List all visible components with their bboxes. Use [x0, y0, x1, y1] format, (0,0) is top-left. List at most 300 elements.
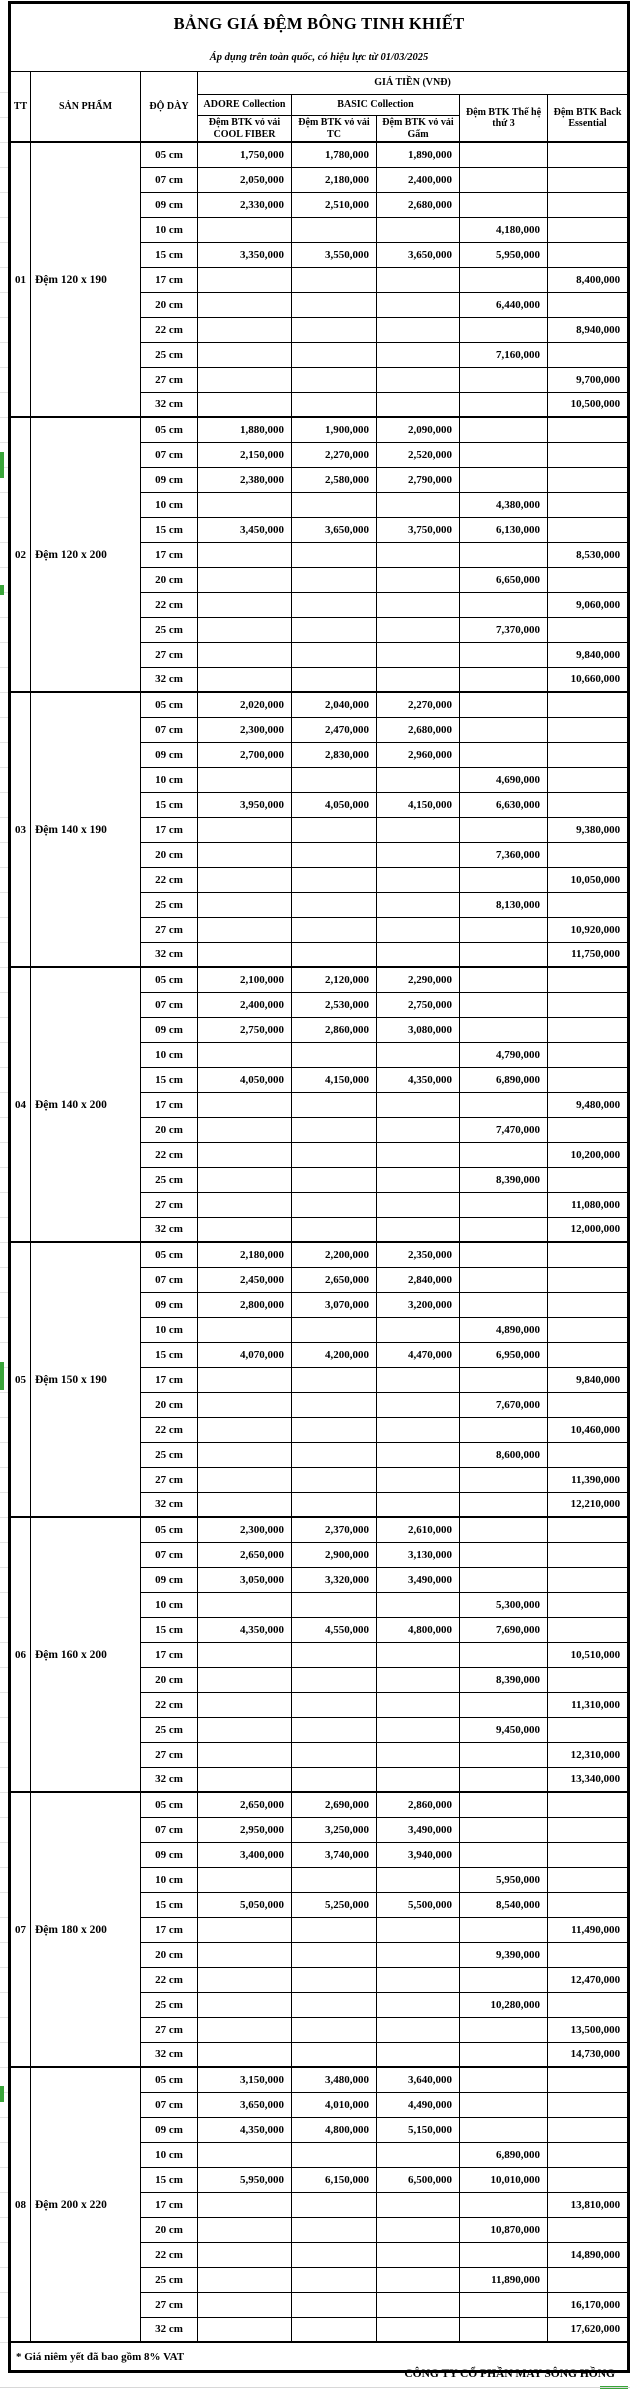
- price-cell-gen3: 5,950,000: [460, 1867, 548, 1892]
- price-cell-tc: [292, 917, 377, 942]
- price-cell-gen3: 9,390,000: [460, 1942, 548, 1967]
- thickness-cell: 15 cm: [141, 2167, 198, 2192]
- price-cell-cool-fiber: [198, 667, 292, 692]
- price-cell-back-essential: 13,500,000: [548, 2017, 629, 2042]
- price-cell-cool-fiber: 2,150,000: [198, 442, 292, 467]
- price-cell-gen3: 10,010,000: [460, 2167, 548, 2192]
- price-cell-tc: [292, 2192, 377, 2217]
- thickness-cell: 20 cm: [141, 1117, 198, 1142]
- thickness-cell: 17 cm: [141, 267, 198, 292]
- column-header-basic-collection: BASIC Collection: [292, 95, 460, 116]
- price-cell-gen3: [460, 992, 548, 1017]
- price-cell-gen3: [460, 692, 548, 717]
- thickness-cell: 15 cm: [141, 792, 198, 817]
- price-cell-gam: [377, 1142, 460, 1167]
- price-cell-gam: [377, 1367, 460, 1392]
- price-cell-gam: 6,500,000: [377, 2167, 460, 2192]
- price-cell-cool-fiber: 3,400,000: [198, 1842, 292, 1867]
- price-cell-gam: [377, 1192, 460, 1217]
- price-cell-gam: [377, 1917, 460, 1942]
- thickness-cell: 09 cm: [141, 1567, 198, 1592]
- thickness-cell: 22 cm: [141, 1692, 198, 1717]
- price-cell-tc: [292, 492, 377, 517]
- tt-cell: 01: [10, 142, 31, 417]
- price-cell-tc: [292, 1867, 377, 1892]
- table-row: [10, 2067, 629, 2092]
- price-cell-cool-fiber: 2,700,000: [198, 742, 292, 767]
- thickness-cell: 20 cm: [141, 567, 198, 592]
- price-cell-cool-fiber: [198, 1967, 292, 1992]
- price-cell-back-essential: [548, 1892, 629, 1917]
- price-cell-gam: [377, 542, 460, 567]
- price-cell-gen3: [460, 192, 548, 217]
- price-cell-back-essential: [548, 992, 629, 1017]
- price-cell-gam: [377, 642, 460, 667]
- price-cell-cool-fiber: [198, 1917, 292, 1942]
- thickness-cell: 17 cm: [141, 1367, 198, 1392]
- thickness-cell: 27 cm: [141, 2292, 198, 2317]
- page-subtitle: Áp dụng trên toàn quốc, có hiệu lực từ 01/03/2025: [10, 44, 629, 72]
- price-cell-cool-fiber: [198, 1442, 292, 1467]
- price-cell-cool-fiber: [198, 2042, 292, 2067]
- price-cell-back-essential: 10,660,000: [548, 667, 629, 692]
- tt-cell: 05: [10, 1242, 31, 1517]
- thickness-cell: 17 cm: [141, 1092, 198, 1117]
- price-cell-back-essential: 11,390,000: [548, 1467, 629, 1492]
- thickness-cell: 17 cm: [141, 1917, 198, 1942]
- thickness-cell: 05 cm: [141, 1517, 198, 1542]
- price-cell-back-essential: [548, 1817, 629, 1842]
- price-cell-back-essential: [548, 1867, 629, 1892]
- thickness-cell: 10 cm: [141, 217, 198, 242]
- price-cell-cool-fiber: [198, 2317, 292, 2342]
- price-cell-cool-fiber: [198, 642, 292, 667]
- price-cell-gam: [377, 1692, 460, 1717]
- price-cell-cool-fiber: [198, 1417, 292, 1442]
- price-cell-cool-fiber: [198, 617, 292, 642]
- price-cell-gam: [377, 1492, 460, 1517]
- price-cell-gen3: [460, 592, 548, 617]
- thickness-cell: 27 cm: [141, 917, 198, 942]
- price-cell-tc: [292, 1667, 377, 1692]
- price-cell-gam: [377, 1742, 460, 1767]
- thickness-cell: 32 cm: [141, 392, 198, 417]
- price-cell-cool-fiber: [198, 392, 292, 417]
- price-cell-tc: [292, 217, 377, 242]
- price-cell-back-essential: 17,620,000: [548, 2317, 629, 2342]
- price-cell-gam: 2,790,000: [377, 467, 460, 492]
- price-cell-gen3: 4,890,000: [460, 1317, 548, 1342]
- price-cell-gen3: [460, 1092, 548, 1117]
- price-cell-tc: 2,650,000: [292, 1267, 377, 1292]
- price-cell-gen3: [460, 1017, 548, 1042]
- thickness-cell: 09 cm: [141, 742, 198, 767]
- price-cell-cool-fiber: [198, 1767, 292, 1792]
- price-cell-cool-fiber: 2,800,000: [198, 1292, 292, 1317]
- price-cell-back-essential: [548, 1342, 629, 1367]
- price-cell-gam: 3,940,000: [377, 1842, 460, 1867]
- price-cell-cool-fiber: 2,050,000: [198, 167, 292, 192]
- price-cell-gen3: 8,540,000: [460, 1892, 548, 1917]
- price-cell-tc: 2,830,000: [292, 742, 377, 767]
- price-cell-gam: 3,080,000: [377, 1017, 460, 1042]
- price-cell-cool-fiber: 4,350,000: [198, 2117, 292, 2142]
- price-cell-tc: 4,050,000: [292, 792, 377, 817]
- price-cell-cool-fiber: [198, 1142, 292, 1167]
- price-cell-gam: 2,960,000: [377, 742, 460, 767]
- price-cell-cool-fiber: 4,350,000: [198, 1617, 292, 1642]
- price-cell-back-essential: 12,210,000: [548, 1492, 629, 1517]
- column-header-product: SẢN PHẨM: [31, 72, 141, 143]
- price-cell-tc: [292, 1092, 377, 1117]
- price-cell-back-essential: 9,840,000: [548, 1367, 629, 1392]
- price-cell-tc: 2,180,000: [292, 167, 377, 192]
- thickness-cell: 17 cm: [141, 2192, 198, 2217]
- thickness-cell: 25 cm: [141, 342, 198, 367]
- price-cell-gen3: 5,950,000: [460, 242, 548, 267]
- price-cell-gam: [377, 1092, 460, 1117]
- price-cell-gen3: [460, 642, 548, 667]
- price-cell-cool-fiber: [198, 342, 292, 367]
- price-cell-back-essential: [548, 2267, 629, 2292]
- price-cell-gen3: [460, 442, 548, 467]
- price-cell-tc: [292, 1367, 377, 1392]
- price-cell-tc: 3,250,000: [292, 1817, 377, 1842]
- thickness-cell: 05 cm: [141, 417, 198, 442]
- column-header-thickness: ĐỘ DÀY: [141, 72, 198, 143]
- thickness-cell: 27 cm: [141, 1192, 198, 1217]
- price-cell-back-essential: [548, 1317, 629, 1342]
- price-cell-gen3: [460, 2092, 548, 2117]
- table-row: [10, 417, 629, 442]
- price-cell-cool-fiber: [198, 2192, 292, 2217]
- price-cell-back-essential: 11,750,000: [548, 942, 629, 967]
- price-cell-back-essential: [548, 292, 629, 317]
- price-cell-back-essential: [548, 1517, 629, 1542]
- column-header-back-essential: Đệm BTK Back Essential: [548, 95, 629, 143]
- price-cell-gen3: [460, 467, 548, 492]
- price-cell-cool-fiber: 3,650,000: [198, 2092, 292, 2117]
- price-cell-gam: [377, 667, 460, 692]
- price-cell-gam: [377, 342, 460, 367]
- price-cell-cool-fiber: 2,450,000: [198, 1267, 292, 1292]
- price-cell-gam: [377, 1667, 460, 1692]
- thickness-cell: 32 cm: [141, 1217, 198, 1242]
- price-cell-tc: [292, 592, 377, 617]
- price-cell-tc: [292, 2242, 377, 2267]
- price-cell-gam: [377, 617, 460, 642]
- price-cell-gam: 3,650,000: [377, 242, 460, 267]
- price-cell-gam: [377, 317, 460, 342]
- page-title: BẢNG GIÁ ĐỆM BÔNG TINH KHIẾT: [10, 3, 629, 45]
- price-cell-tc: [292, 292, 377, 317]
- price-cell-gam: 4,150,000: [377, 792, 460, 817]
- price-cell-cool-fiber: 4,050,000: [198, 1067, 292, 1092]
- price-cell-cool-fiber: [198, 267, 292, 292]
- price-cell-tc: [292, 1642, 377, 1667]
- spreadsheet-row-gutter: [0, 68, 8, 2358]
- price-cell-back-essential: [548, 2142, 629, 2167]
- price-cell-gen3: [460, 817, 548, 842]
- thickness-cell: 25 cm: [141, 1717, 198, 1742]
- price-cell-tc: [292, 1492, 377, 1517]
- price-cell-back-essential: 8,940,000: [548, 317, 629, 342]
- price-cell-gam: 5,150,000: [377, 2117, 460, 2142]
- price-cell-back-essential: [548, 792, 629, 817]
- thickness-cell: 20 cm: [141, 842, 198, 867]
- price-cell-cool-fiber: [198, 1942, 292, 1967]
- price-cell-gen3: 7,690,000: [460, 1617, 548, 1642]
- price-cell-back-essential: [548, 467, 629, 492]
- price-cell-back-essential: [548, 517, 629, 542]
- price-cell-gen3: [460, 1217, 548, 1242]
- price-cell-gen3: [460, 1267, 548, 1292]
- price-cell-gen3: [460, 2317, 548, 2342]
- thickness-cell: 32 cm: [141, 942, 198, 967]
- product-cell: Đệm 140 x 200: [31, 967, 141, 1242]
- price-cell-gam: [377, 2217, 460, 2242]
- price-cell-back-essential: [548, 1167, 629, 1192]
- price-cell-tc: [292, 1317, 377, 1342]
- price-cell-cool-fiber: [198, 2242, 292, 2267]
- thickness-cell: 07 cm: [141, 2092, 198, 2117]
- thickness-cell: 07 cm: [141, 167, 198, 192]
- price-cell-back-essential: [548, 1242, 629, 1267]
- product-cell: Đệm 150 x 190: [31, 1242, 141, 1517]
- price-cell-tc: [292, 392, 377, 417]
- table-row: [10, 1792, 629, 1817]
- price-cell-back-essential: [548, 567, 629, 592]
- price-cell-tc: 2,530,000: [292, 992, 377, 1017]
- price-cell-cool-fiber: 3,350,000: [198, 242, 292, 267]
- thickness-cell: 05 cm: [141, 692, 198, 717]
- price-cell-tc: [292, 2017, 377, 2042]
- price-cell-gam: 1,890,000: [377, 142, 460, 167]
- thickness-cell: 05 cm: [141, 1242, 198, 1267]
- price-cell-back-essential: 16,170,000: [548, 2292, 629, 2317]
- price-cell-gen3: [460, 667, 548, 692]
- price-cell-gen3: [460, 167, 548, 192]
- price-cell-cool-fiber: [198, 292, 292, 317]
- price-cell-back-essential: 9,840,000: [548, 642, 629, 667]
- price-cell-gam: [377, 1992, 460, 2017]
- price-cell-back-essential: [548, 142, 629, 167]
- price-cell-back-essential: [548, 1292, 629, 1317]
- gridline-divider: [0, 2387, 630, 2388]
- tt-cell: 04: [10, 967, 31, 1242]
- price-cell-tc: [292, 1992, 377, 2017]
- thickness-cell: 32 cm: [141, 1492, 198, 1517]
- price-cell-gen3: 10,280,000: [460, 1992, 548, 2017]
- thickness-cell: 09 cm: [141, 1292, 198, 1317]
- price-cell-back-essential: 10,460,000: [548, 1417, 629, 1442]
- thickness-cell: 25 cm: [141, 617, 198, 642]
- thickness-cell: 17 cm: [141, 542, 198, 567]
- price-cell-gen3: 6,890,000: [460, 2142, 548, 2167]
- price-cell-tc: [292, 617, 377, 642]
- thickness-cell: 07 cm: [141, 1267, 198, 1292]
- product-cell: Đệm 200 x 220: [31, 2067, 141, 2342]
- thickness-cell: 17 cm: [141, 1642, 198, 1667]
- price-cell-tc: [292, 2217, 377, 2242]
- price-cell-back-essential: [548, 742, 629, 767]
- price-cell-gen3: [460, 2292, 548, 2317]
- price-cell-cool-fiber: [198, 892, 292, 917]
- price-cell-tc: [292, 1142, 377, 1167]
- excel-selection-marker: [0, 452, 4, 478]
- price-cell-gen3: [460, 2192, 548, 2217]
- price-cell-cool-fiber: [198, 1092, 292, 1117]
- thickness-cell: 09 cm: [141, 2117, 198, 2142]
- price-cell-back-essential: [548, 1717, 629, 1742]
- price-cell-gen3: 6,440,000: [460, 292, 548, 317]
- price-cell-tc: [292, 1442, 377, 1467]
- price-cell-back-essential: 9,060,000: [548, 592, 629, 617]
- price-cell-cool-fiber: [198, 567, 292, 592]
- thickness-cell: 07 cm: [141, 1542, 198, 1567]
- price-cell-gam: [377, 1117, 460, 1142]
- column-header-tc: Đệm BTK vỏ vải TC: [292, 116, 377, 143]
- price-cell-tc: [292, 2142, 377, 2167]
- column-header-cool-fiber: Đệm BTK vỏ vải COOL FIBER: [198, 116, 292, 143]
- thickness-cell: 10 cm: [141, 1317, 198, 1342]
- price-cell-back-essential: 11,080,000: [548, 1192, 629, 1217]
- price-cell-gam: [377, 1592, 460, 1617]
- excel-selection-marker: [0, 585, 4, 595]
- price-cell-back-essential: [548, 1267, 629, 1292]
- price-cell-tc: 2,900,000: [292, 1542, 377, 1567]
- price-cell-back-essential: [548, 1117, 629, 1142]
- price-cell-gam: [377, 2017, 460, 2042]
- tt-cell: 07: [10, 1792, 31, 2067]
- thickness-cell: 22 cm: [141, 1967, 198, 1992]
- thickness-cell: 25 cm: [141, 1992, 198, 2017]
- price-cell-back-essential: 10,200,000: [548, 1142, 629, 1167]
- price-cell-back-essential: [548, 492, 629, 517]
- price-cell-back-essential: 11,490,000: [548, 1917, 629, 1942]
- price-cell-gen3: 10,870,000: [460, 2217, 548, 2242]
- price-cell-tc: [292, 1942, 377, 1967]
- price-cell-gen3: 8,390,000: [460, 1667, 548, 1692]
- price-cell-tc: 4,010,000: [292, 2092, 377, 2117]
- price-cell-back-essential: [548, 2117, 629, 2142]
- price-cell-back-essential: [548, 1842, 629, 1867]
- price-cell-gen3: 8,390,000: [460, 1167, 548, 1192]
- price-cell-gam: 4,350,000: [377, 1067, 460, 1092]
- price-cell-back-essential: [548, 692, 629, 717]
- price-cell-gam: 2,400,000: [377, 167, 460, 192]
- price-cell-tc: [292, 1167, 377, 1192]
- price-cell-tc: [292, 642, 377, 667]
- price-cell-back-essential: 8,530,000: [548, 542, 629, 567]
- excel-selection-marker: [0, 2086, 4, 2102]
- price-cell-gen3: [460, 1292, 548, 1317]
- price-cell-tc: [292, 367, 377, 392]
- price-cell-gen3: [460, 2017, 548, 2042]
- price-cell-gen3: [460, 1517, 548, 1542]
- price-cell-tc: [292, 817, 377, 842]
- price-cell-gen3: 4,690,000: [460, 767, 548, 792]
- price-cell-gam: [377, 2317, 460, 2342]
- thickness-cell: 07 cm: [141, 442, 198, 467]
- price-cell-back-essential: [548, 2167, 629, 2192]
- price-cell-gam: [377, 2292, 460, 2317]
- thickness-cell: 05 cm: [141, 2067, 198, 2092]
- price-cell-tc: 5,250,000: [292, 1892, 377, 1917]
- price-cell-tc: 4,200,000: [292, 1342, 377, 1367]
- price-cell-cool-fiber: [198, 1042, 292, 1067]
- price-cell-tc: 1,780,000: [292, 142, 377, 167]
- price-cell-cool-fiber: 1,880,000: [198, 417, 292, 442]
- price-cell-gam: [377, 1417, 460, 1442]
- vat-footnote: * Giá niêm yết đã bao gồm 8% VAT: [10, 2342, 629, 2372]
- thickness-cell: 20 cm: [141, 2217, 198, 2242]
- price-cell-back-essential: 13,810,000: [548, 2192, 629, 2217]
- price-cell-gen3: [460, 1367, 548, 1392]
- thickness-cell: 09 cm: [141, 192, 198, 217]
- price-cell-tc: [292, 667, 377, 692]
- price-cell-back-essential: [548, 217, 629, 242]
- price-cell-cool-fiber: [198, 1992, 292, 2017]
- price-cell-tc: 3,740,000: [292, 1842, 377, 1867]
- price-cell-gen3: 6,890,000: [460, 1067, 548, 1092]
- price-cell-back-essential: [548, 617, 629, 642]
- price-cell-gam: [377, 767, 460, 792]
- price-cell-back-essential: [548, 1792, 629, 1817]
- price-cell-cool-fiber: 2,380,000: [198, 467, 292, 492]
- thickness-cell: 20 cm: [141, 1667, 198, 1692]
- price-cell-back-essential: 11,310,000: [548, 1692, 629, 1717]
- price-cell-tc: 2,470,000: [292, 717, 377, 742]
- price-cell-cool-fiber: [198, 217, 292, 242]
- column-header-gam: Đệm BTK vỏ vải Gấm: [377, 116, 460, 143]
- price-cell-gen3: [460, 392, 548, 417]
- thickness-cell: 22 cm: [141, 317, 198, 342]
- price-cell-tc: [292, 767, 377, 792]
- price-cell-gen3: [460, 1242, 548, 1267]
- thickness-cell: 27 cm: [141, 367, 198, 392]
- price-cell-cool-fiber: 3,950,000: [198, 792, 292, 817]
- price-cell-gam: [377, 2142, 460, 2167]
- price-cell-tc: 2,270,000: [292, 442, 377, 467]
- thickness-cell: 22 cm: [141, 592, 198, 617]
- price-cell-cool-fiber: 2,300,000: [198, 717, 292, 742]
- thickness-cell: 22 cm: [141, 867, 198, 892]
- thickness-cell: 05 cm: [141, 1792, 198, 1817]
- price-cell-back-essential: [548, 967, 629, 992]
- price-table-body: [10, 142, 629, 2342]
- thickness-cell: 25 cm: [141, 1167, 198, 1192]
- price-cell-back-essential: [548, 717, 629, 742]
- price-cell-gam: 2,840,000: [377, 1267, 460, 1292]
- price-cell-gam: 4,490,000: [377, 2092, 460, 2117]
- thickness-cell: 09 cm: [141, 1842, 198, 1867]
- product-cell: Đệm 180 x 200: [31, 1792, 141, 2067]
- price-cell-back-essential: [548, 417, 629, 442]
- thickness-cell: 32 cm: [141, 2042, 198, 2067]
- price-cell-cool-fiber: [198, 1392, 292, 1417]
- price-cell-cool-fiber: 2,180,000: [198, 1242, 292, 1267]
- column-header-price-group: GIÁ TIỀN (VNĐ): [198, 72, 629, 95]
- price-cell-back-essential: 9,700,000: [548, 367, 629, 392]
- table-row: [10, 692, 629, 717]
- price-cell-gen3: [460, 1542, 548, 1567]
- price-cell-back-essential: 9,480,000: [548, 1092, 629, 1117]
- price-cell-back-essential: 8,400,000: [548, 267, 629, 292]
- thickness-cell: 15 cm: [141, 1892, 198, 1917]
- price-cell-cool-fiber: 3,150,000: [198, 2067, 292, 2092]
- price-cell-cool-fiber: [198, 1692, 292, 1717]
